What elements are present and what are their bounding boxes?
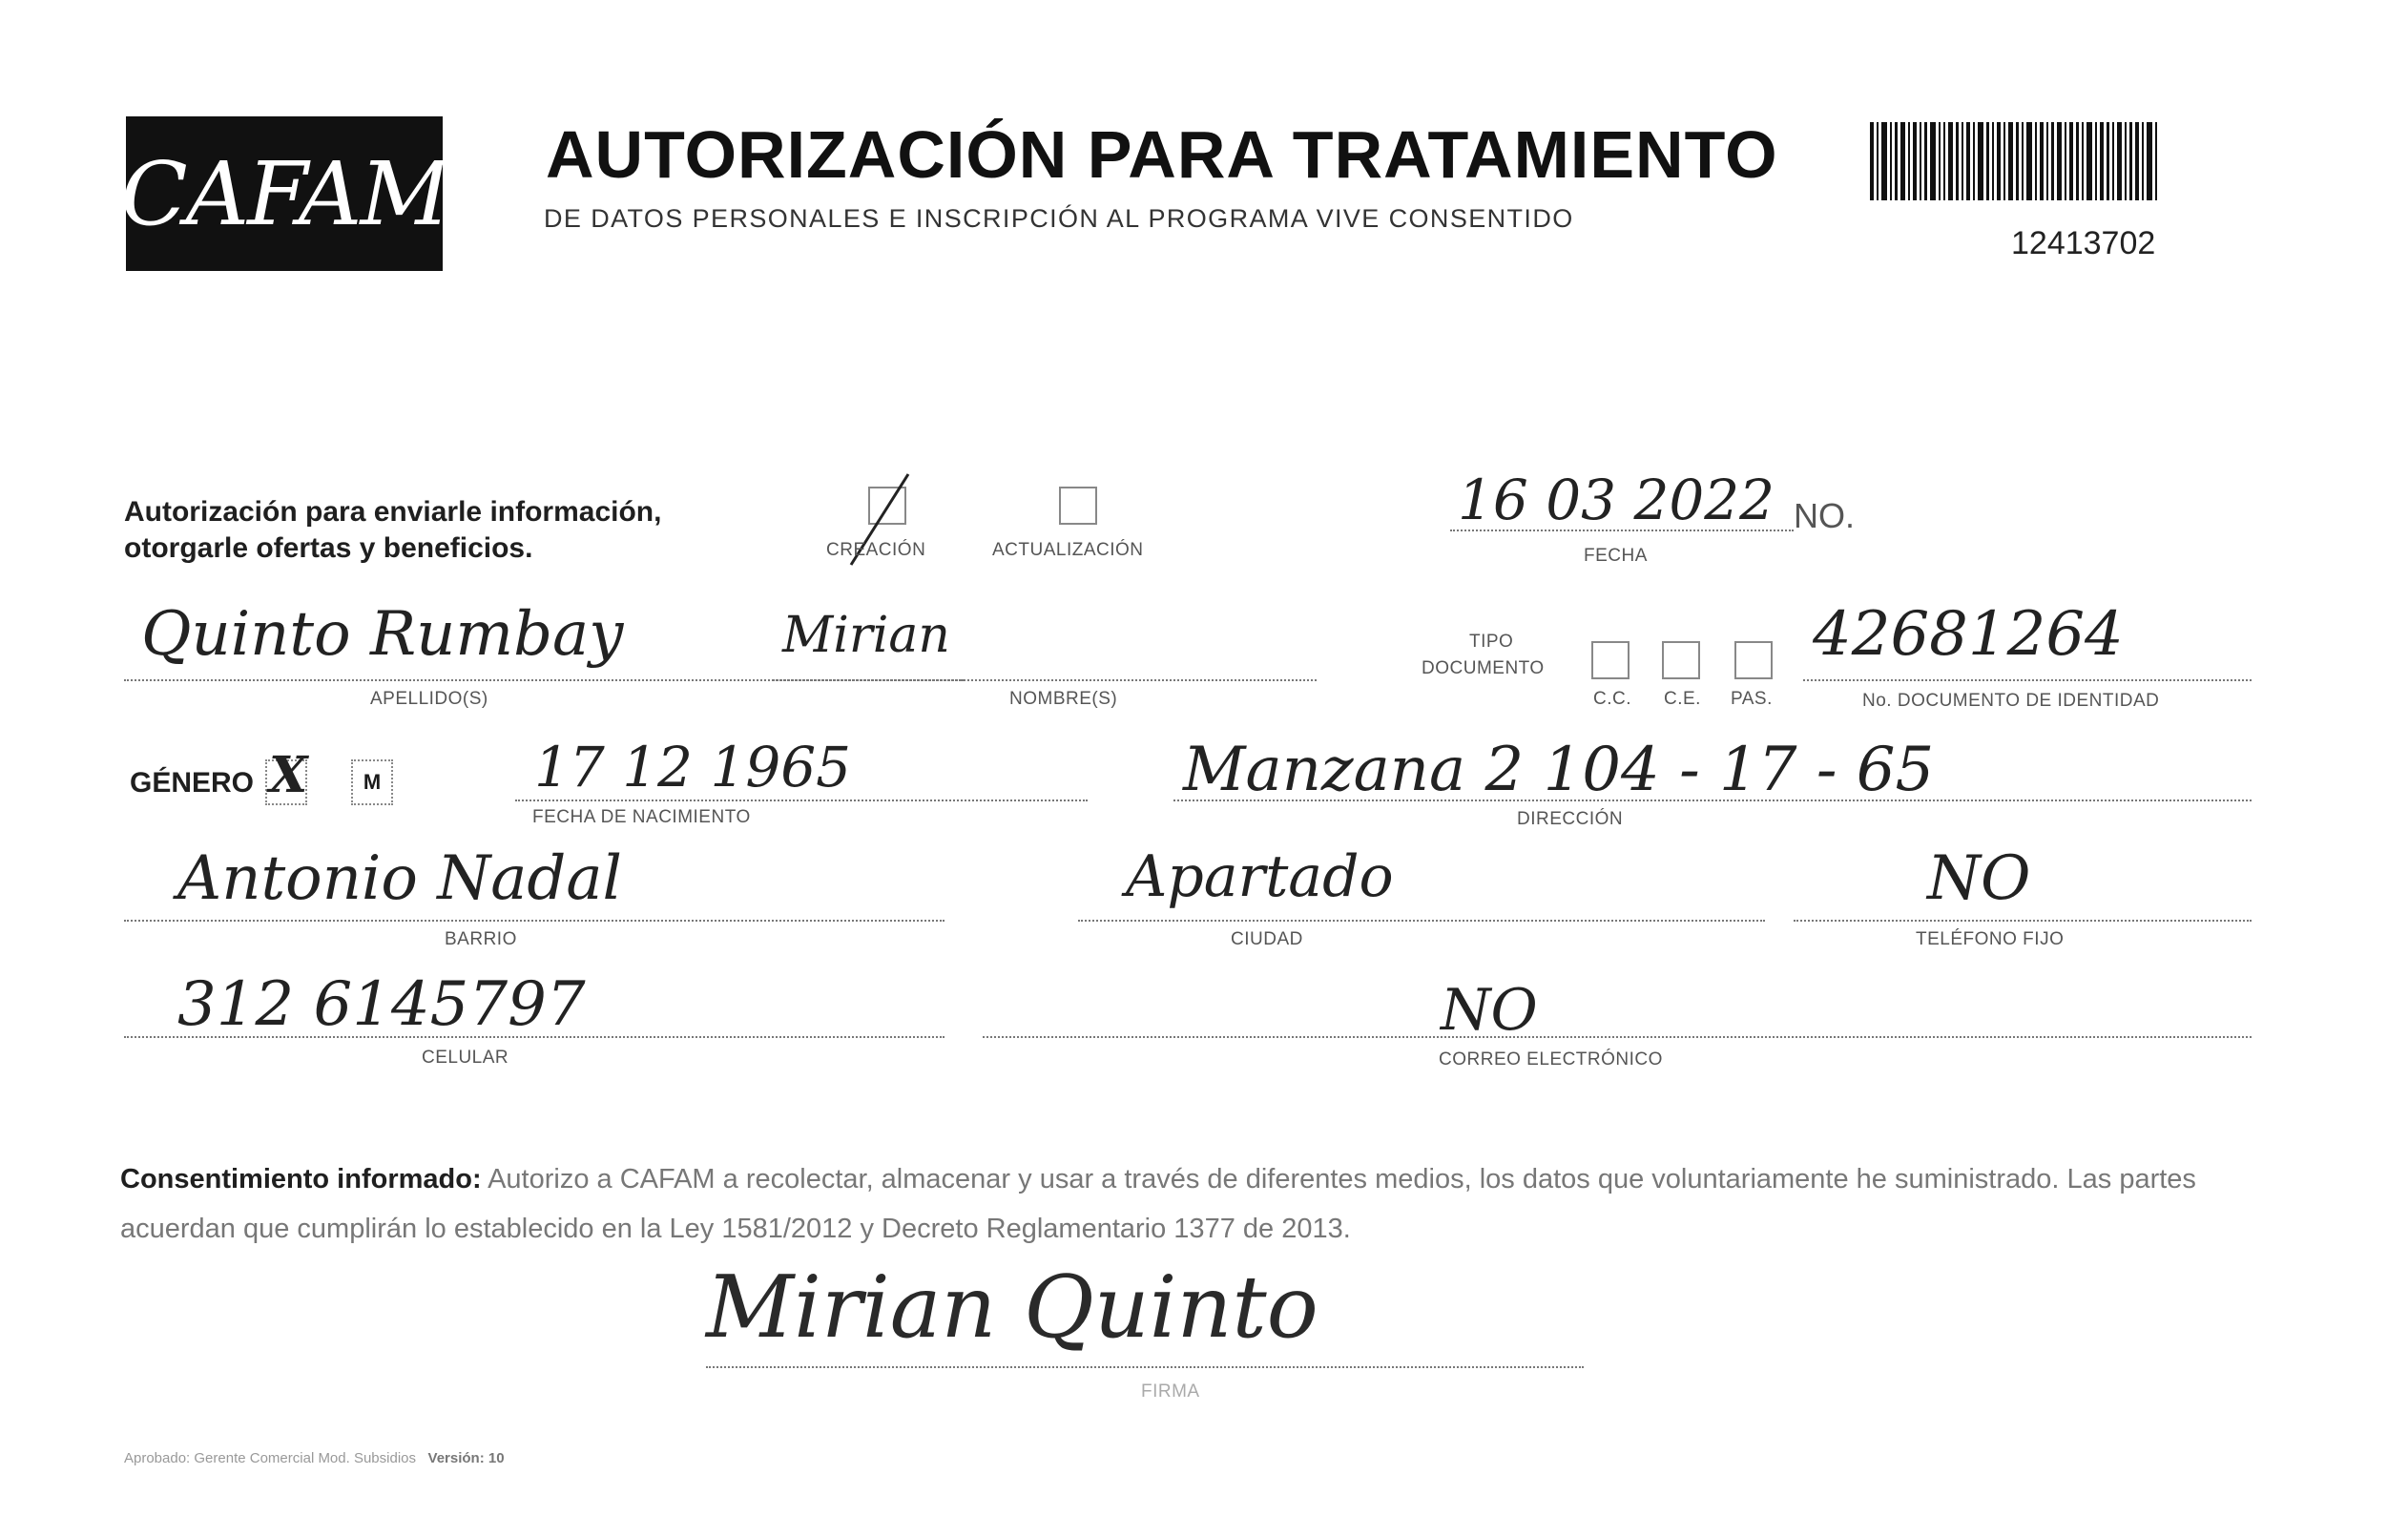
barcode-bar (1881, 122, 1887, 200)
form-title: AUTORIZACIÓN PARA TRATAMIENTO (546, 117, 1778, 192)
number-label: NO. (1794, 496, 1856, 535)
signature-underline (706, 1366, 1584, 1368)
genero-m-label: M (363, 770, 382, 794)
barrio-label: BARRIO (445, 929, 517, 949)
barcode-bar (2046, 122, 2048, 200)
barcode-bar (2082, 122, 2084, 200)
ciudad-label: CIUDAD (1231, 929, 1303, 949)
barcode-bar (2051, 122, 2054, 200)
genero-f-mark: X (269, 746, 308, 804)
date-value: 16 03 2022 (1458, 467, 1775, 532)
tipo-documento-label-1: TIPO (1469, 632, 1514, 652)
footer-approved-text: Aprobado: Gerente Comercial Mod. Subsidios (124, 1450, 416, 1466)
fecha-nacimiento-label: FECHA DE NACIMIENTO (532, 807, 751, 827)
signature-label: FIRMA (1141, 1381, 1200, 1402)
fecha-nacimiento-value: 17 12 1965 (534, 735, 852, 800)
barcode-bar (2112, 122, 2114, 200)
direccion-value: Manzana 2 104 - 17 - 65 (1183, 735, 1935, 805)
tipo-documento-label-2: DOCUMENTO (1422, 658, 1545, 678)
barcode-bar (2022, 122, 2024, 200)
nombres-label: NOMBRE(S) (1009, 689, 1118, 709)
barcode-bar (2026, 122, 2032, 200)
ciudad-value: Apartado (1126, 843, 1394, 910)
barcode-number: 12413702 (2011, 225, 2156, 261)
consent-paragraph (120, 1154, 2248, 1254)
genero-label: GÉNERO (130, 767, 255, 799)
consent-text: Autorizo a CAFAM a recolectar, almacenar y usar a través de diferentes medios, los datos que voluntariamente he suministrado. Las partes acuerdan que cumplirán lo establecido en la Ley 1581/2012 y Decreto Reglamentario 1377 de 2013. (120, 1164, 2196, 1244)
barcode-bar (1890, 122, 1892, 200)
barcode (1870, 122, 2261, 200)
barcode-bar (2016, 122, 2019, 200)
barcode-bar (1895, 122, 1898, 200)
nombres-underline (773, 679, 1317, 681)
barcode-bar (1908, 122, 1910, 200)
barcode-bar (1992, 122, 1994, 200)
direccion-label: DIRECCIÓN (1517, 809, 1624, 829)
barcode-bar (1943, 122, 1945, 200)
barcode-bar (1939, 122, 1941, 200)
doc-ce-label: C.E. (1664, 689, 1701, 709)
doc-pas-label: PAS. (1731, 689, 1773, 709)
barcode-bar (1966, 122, 1970, 200)
telefono-value: NO (1927, 843, 2031, 914)
documento-value: 42681264 (1813, 599, 2124, 670)
barcode-bar (1920, 122, 1921, 200)
date-label: FECHA (1584, 546, 1648, 566)
barcode-bar (1913, 122, 1917, 200)
barcode-bar (1924, 122, 1927, 200)
direccion-underline (1173, 800, 2252, 801)
telefono-underline (1794, 920, 2252, 922)
barcode-bar (2147, 122, 2152, 200)
barcode-bar (1978, 122, 1983, 200)
doc-ce-checkbox[interactable] (1662, 641, 1700, 679)
barcode-bar (1986, 122, 1989, 200)
genero-f-checkbox[interactable] (265, 746, 308, 805)
barcode-bar (2008, 122, 2013, 200)
barcode-bar (2086, 122, 2092, 200)
correo-value: NO (1441, 977, 1538, 1044)
authorization-label-line2: otorgarle ofertas y beneficios. (124, 532, 533, 564)
documento-label: No. DOCUMENTO DE IDENTIDAD (1862, 691, 2160, 711)
celular-value: 312 6145797 (177, 969, 586, 1040)
fecha-nacimiento-underline (515, 800, 1088, 801)
barcode-bar (2095, 122, 2097, 200)
barcode-bar (2142, 122, 2144, 200)
barcode-bar (1948, 122, 1953, 200)
barcode-bar (2155, 122, 2157, 200)
barcode-bar (2065, 122, 2066, 200)
barcode-bar (2125, 122, 2127, 200)
correo-label: CORREO ELECTRÓNICO (1439, 1049, 1663, 1070)
barcode-bar (2003, 122, 2005, 200)
barcode-bar (2076, 122, 2079, 200)
barcode-bar (1956, 122, 1959, 200)
barcode-bar (1962, 122, 1963, 200)
barcode-bar (1900, 122, 1905, 200)
cafam-logo: CAFAM (126, 116, 443, 271)
barcode-bar (1877, 122, 1879, 200)
apellidos-value: Quinto Rumbay (141, 599, 624, 670)
celular-underline (124, 1036, 945, 1038)
authorization-label-line1: Autorización para enviarle información, (124, 496, 662, 528)
apellidos-label: APELLIDO(S) (370, 689, 488, 709)
barcode-bar (2129, 122, 2132, 200)
barcode-bar (1973, 122, 1975, 200)
telefono-label: TELÉFONO FIJO (1916, 929, 2065, 949)
consent-heading: Consentimiento informado: (120, 1164, 482, 1194)
date-underline (1450, 530, 1794, 531)
form-subtitle: DE DATOS PERSONALES E INSCRIPCIÓN AL PROGRAMA VIVE CONSENTIDO (544, 204, 1574, 233)
ciudad-underline (1078, 920, 1765, 922)
footer-version: Versión: 10 (427, 1450, 505, 1466)
barcode-bar (2069, 122, 2073, 200)
barcode-bar (2035, 122, 2037, 200)
doc-cc-checkbox[interactable] (1591, 641, 1630, 679)
nombres-value: Mirian (782, 607, 950, 664)
doc-cc-label: C.C. (1593, 689, 1631, 709)
correo-underline (983, 1036, 2252, 1038)
barcode-bar (2100, 122, 2104, 200)
barrio-underline (124, 920, 945, 922)
creation-checkbox[interactable] (868, 487, 906, 525)
doc-pas-checkbox[interactable] (1734, 641, 1773, 679)
barcode-bar (2107, 122, 2109, 200)
documento-underline (1803, 679, 2252, 681)
barcode-bar (2117, 122, 2122, 200)
creation-label: CREACIÓN (826, 540, 926, 560)
update-label: ACTUALIZACIÓN (992, 540, 1144, 560)
barcode-bar (2040, 122, 2044, 200)
authorization-label (124, 494, 661, 567)
signature-value: Mirian Quinto (706, 1257, 1318, 1358)
barcode-bar (1930, 122, 1936, 200)
genero-m-checkbox[interactable] (351, 759, 393, 805)
update-checkbox[interactable] (1059, 487, 1097, 525)
celular-label: CELULAR (422, 1048, 509, 1068)
barcode-bar (2135, 122, 2139, 200)
barcode-bar (2057, 122, 2062, 200)
footer-approved (124, 1450, 505, 1466)
barrio-value: Antonio Nadal (177, 843, 622, 914)
barcode-bar (1870, 122, 1874, 200)
barcode-bar (1997, 122, 2001, 200)
